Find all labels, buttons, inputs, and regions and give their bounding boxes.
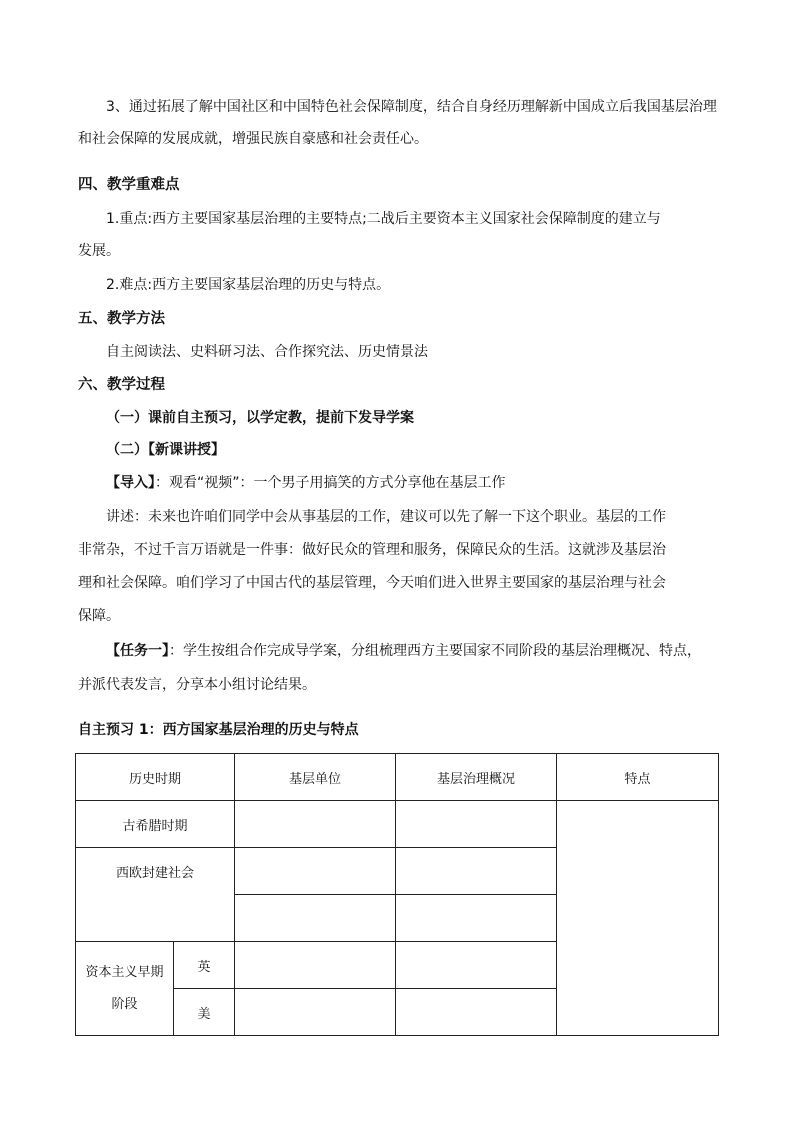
task-line2: 并派代表发言，分享本小组讨论结果。 xyxy=(78,677,316,693)
section6-sub1: （一）课前自主预习，以学定教，提前下发导学案 xyxy=(106,410,414,426)
lecture-line2: 非常杂，不过千言万语就是一件事：做好民众的管理和服务，保障民众的生活。这就涉及基层治 xyxy=(78,542,666,558)
cell-uk-overview xyxy=(396,942,557,989)
intro-text: ：观看“视频”：一个男子用搞笑的方式分享他在基层工作 xyxy=(155,475,506,491)
cell-feudal-unit-2 xyxy=(235,895,396,942)
task-line1 xyxy=(106,642,701,660)
period-feudal: 西欧封建社会 xyxy=(76,848,235,942)
period-greece: 古希腊时期 xyxy=(76,801,235,848)
table-caption: 自主预习 1：西方国家基层治理的历史与特点 xyxy=(78,722,359,738)
cell-us-overview xyxy=(396,989,557,1036)
cell-feudal-overview-2 xyxy=(396,895,557,942)
section5-heading: 五、教学方法 xyxy=(78,311,165,327)
cell-uk-unit xyxy=(235,942,396,989)
section6-sub2: （二）【新课讲授】 xyxy=(106,442,225,458)
section4-item1-line1: 1.重点:西方主要国家基层治理的主要特点;二战后主要资本主义国家社会保障制度的建立与 xyxy=(106,211,661,227)
header-period: 历史时期 xyxy=(76,754,235,801)
cell-us-unit xyxy=(235,989,396,1036)
governance-table xyxy=(75,753,719,1036)
header-features: 特点 xyxy=(557,754,719,801)
country-uk: 英 xyxy=(174,942,235,989)
period-capitalism: 资本主义早期阶段 xyxy=(76,942,174,1036)
cell-greece-overview xyxy=(396,801,557,848)
intro-line xyxy=(106,474,506,492)
lecture-line1: 讲述：未来也许咱们同学中会从事基层的工作，建议可以先了解一下这个职业。基层的工作 xyxy=(106,509,666,525)
cell-feudal-overview-1 xyxy=(396,848,557,895)
task-label: 【任务一】 xyxy=(106,643,169,659)
intro-label: 【导入】 xyxy=(106,475,155,491)
task-text: ：学生按组合作完成导学案，分组梳理西方主要国家不同阶段的基层治理概况、特点， xyxy=(169,643,701,659)
header-unit: 基层单位 xyxy=(235,754,396,801)
table-row-greece xyxy=(76,801,719,848)
table-header-row xyxy=(76,754,719,801)
section5-text: 自主阅读法、史料研习法、合作探究法、历史情景法 xyxy=(106,344,428,360)
cell-features xyxy=(557,801,719,1036)
section6-heading: 六、教学过程 xyxy=(78,377,165,393)
section4-heading: 四、教学重难点 xyxy=(78,177,180,193)
cell-greece-unit xyxy=(235,801,396,848)
goal3-line1: 3、通过拓展了解中国社区和中国特色社会保障制度，结合自身经历理解新中国成立后我国基层治理 xyxy=(106,99,717,115)
section4-item2: 2.难点:西方主要国家基层治理的历史与特点。 xyxy=(106,277,391,293)
goal3-line2: 和社会保障的发展成就，增强民族自豪感和社会责任心。 xyxy=(78,131,428,147)
country-us: 美 xyxy=(174,989,235,1036)
lecture-line3: 理和社会保障。咱们学习了中国古代的基层管理，今天咱们进入世界主要国家的基层治理与社会 xyxy=(78,575,666,591)
lecture-line4: 保障。 xyxy=(78,608,120,624)
header-overview: 基层治理概况 xyxy=(396,754,557,801)
section4-item1-line2: 发展。 xyxy=(78,243,120,259)
cell-feudal-unit-1 xyxy=(235,848,396,895)
